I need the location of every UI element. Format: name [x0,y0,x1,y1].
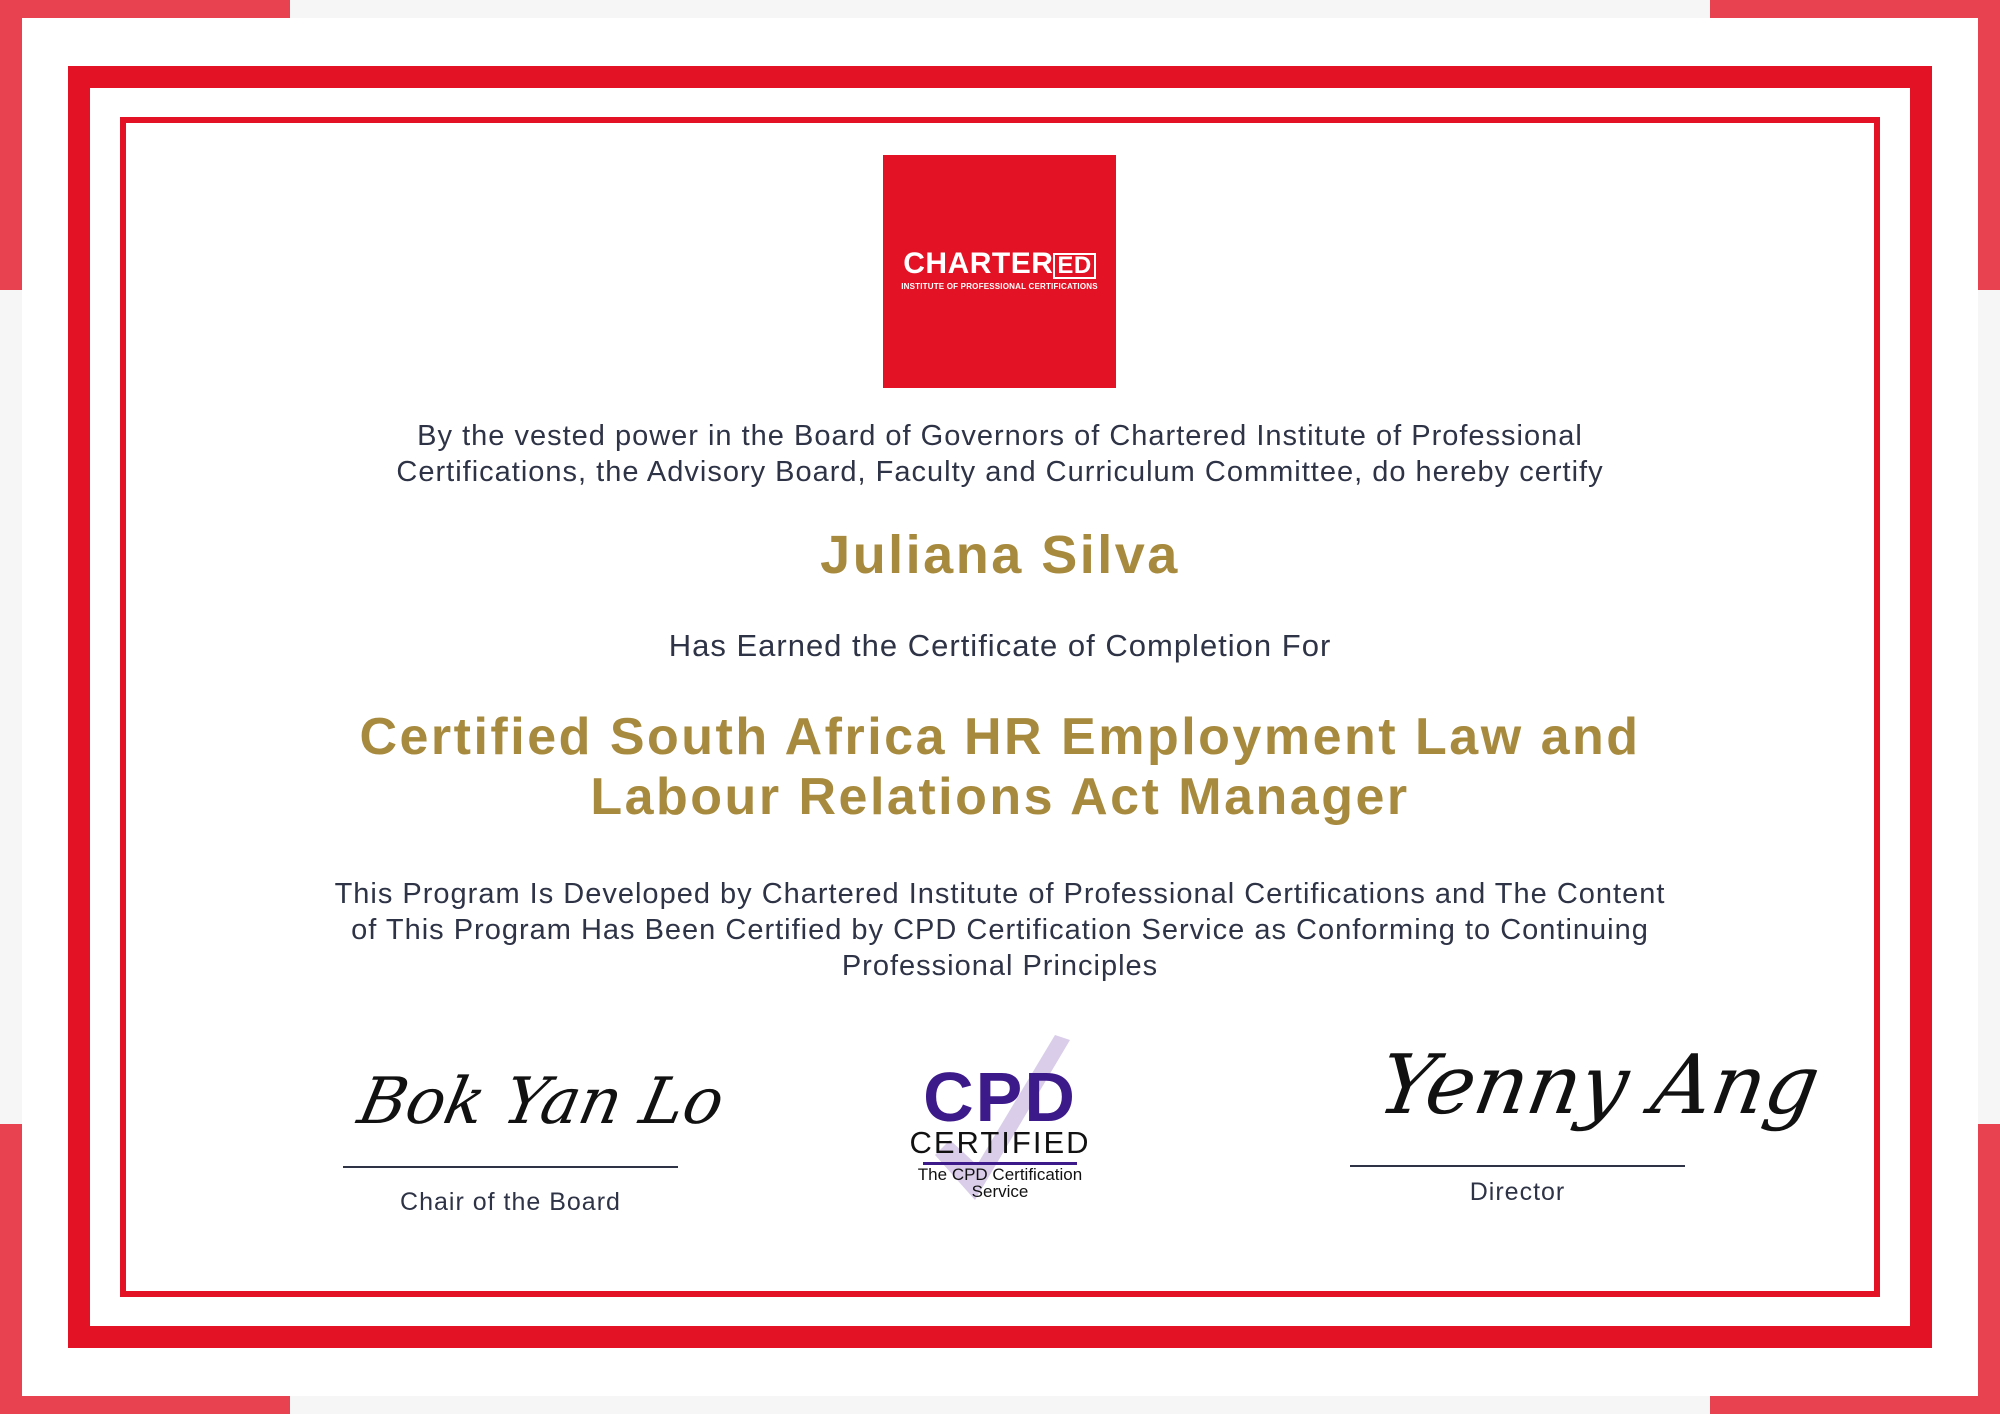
intro-text [0,418,2000,490]
director-title: Director [1469,1178,1566,1206]
logo-word-main: CHARTER [903,247,1054,280]
chartered-logo [883,155,1116,388]
cpd-certified-badge [895,1035,1105,1210]
cpd-logo-text: CPD [923,1058,1077,1136]
program-line-1: This Program Is Developed by Chartered Institute of Professional Certifications and The Content [334,878,1666,910]
director-signature: Yenny Ang [1371,1038,1827,1133]
cpd-service-line-1: The CPD Certification [917,1165,1083,1184]
corner-decoration-top-left [0,0,290,18]
corner-decoration-bottom-left-side [0,1124,22,1414]
cpd-certified-text: CERTIFIED [909,1125,1091,1160]
cpd-service-text [895,1166,1105,1200]
corner-decoration-top-right [1710,0,2000,18]
cpd-service-line-2: Service [971,1182,1029,1201]
program-description [0,876,2000,984]
logo-subtitle: INSTITUTE OF PROFESSIONAL CERTIFICATIONS [901,282,1098,291]
course-title-line-1: Certified South Africa HR Employment Law and [359,708,1641,766]
corner-decoration-bottom-right [1710,1396,2000,1414]
intro-line-1: By the vested power in the Board of Governors of Chartered Institute of Professional [417,420,1583,452]
corner-decoration-top-right-side [1978,0,2000,290]
director-signature-line [1350,1165,1685,1167]
corner-decoration-bottom-left [0,1396,290,1414]
course-title [0,707,2000,827]
chair-signature: Bok Yan Lo [352,1065,731,1139]
logo-word-box: ED [1053,253,1095,279]
logo-wordmark [883,247,1116,281]
chair-title: Chair of the Board [400,1188,621,1216]
program-line-3: Professional Principles [841,950,1159,982]
course-title-line-2: Labour Relations Act Manager [590,768,1410,826]
program-line-2: of This Program Has Been Certified by CPD Certification Service as Conforming to Continuing [351,914,1649,946]
chair-signature-line [343,1166,678,1168]
corner-decoration-bottom-right-side [1978,1124,2000,1414]
recipient-name: Juliana Silva [820,525,1180,585]
corner-decoration-top-left-side [0,0,22,290]
intro-line-2: Certifications, the Advisory Board, Faculty and Curriculum Committee, do hereby certify [396,456,1604,488]
earned-text: Has Earned the Certificate of Completion For [668,628,1332,663]
